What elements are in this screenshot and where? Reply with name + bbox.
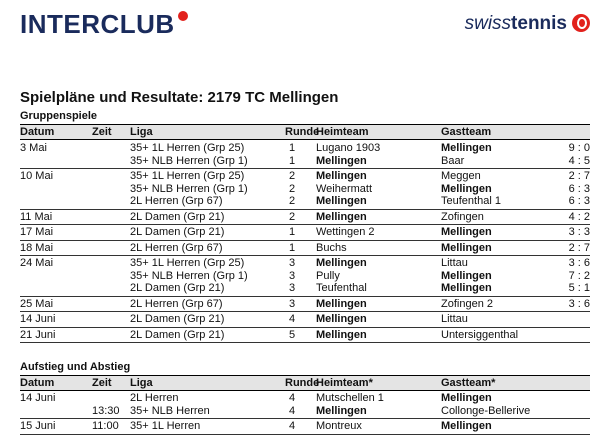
- row-runde: 1: [289, 142, 296, 154]
- row-score: 2 : 7: [568, 170, 590, 182]
- row-runde: 1: [289, 154, 296, 167]
- row-time: 11:00: [92, 420, 119, 432]
- promo-header-bottom-rule: [20, 390, 590, 391]
- col-heimteam: Heimteam*: [316, 377, 373, 389]
- row-liga: 35+ 1L Herren (Grp 25): [130, 170, 245, 182]
- row-home-team: Weihermatt: [316, 182, 373, 195]
- date-group-divider: [20, 327, 590, 328]
- row-score: 4 : 2: [568, 210, 590, 223]
- row-away-team: Mellingen: [441, 282, 492, 294]
- row-runde: 4: [289, 313, 296, 325]
- date-group-divider: [20, 209, 590, 210]
- row-time: 13:30: [92, 404, 120, 417]
- col-datum: Datum: [20, 126, 55, 138]
- row-home-team: Buchs: [316, 241, 347, 254]
- promo-header-top-rule: [20, 375, 590, 376]
- date-group-divider: [20, 168, 590, 169]
- date-group-divider: [20, 311, 590, 312]
- row-date: 17 Mai: [20, 226, 54, 238]
- row-away-team: Meggen: [441, 170, 481, 182]
- interclub-logo: [20, 9, 188, 40]
- row-runde: 1: [289, 241, 296, 254]
- row-away-team: Baar: [441, 154, 465, 167]
- table-bottom-rule: [20, 434, 590, 435]
- col-liga: Liga: [130, 126, 153, 138]
- row-liga: 2L Damen (Grp 21): [130, 328, 225, 341]
- swisstennis-logo: [465, 13, 590, 35]
- row-runde: 3: [289, 297, 296, 310]
- row-liga: 2L Damen (Grp 21): [130, 282, 225, 294]
- section-title-promo: Aufstieg und Abstieg: [20, 361, 131, 373]
- row-liga: 2L Herren (Grp 67): [130, 195, 223, 207]
- row-liga: 2L Damen (Grp 21): [130, 313, 225, 325]
- row-date: 15 Juni: [20, 420, 56, 432]
- row-liga: 35+ 1L Herren: [130, 420, 201, 432]
- row-runde: 3: [289, 257, 296, 269]
- row-date: 14 Juni: [20, 392, 56, 404]
- row-score: 6 : 3: [568, 182, 590, 195]
- table-bottom-rule: [20, 342, 590, 343]
- date-group-divider: [20, 224, 590, 225]
- date-group-divider: [20, 418, 590, 419]
- row-liga: 2L Damen (Grp 21): [130, 226, 225, 238]
- row-home-team: Mellingen: [316, 195, 367, 207]
- row-home-team: Mellingen: [316, 257, 367, 269]
- row-away-team: Mellingen: [441, 226, 492, 238]
- row-date: 24 Mai: [20, 257, 54, 269]
- row-away-team: Mellingen: [441, 142, 492, 154]
- row-away-team: Untersiggenthal: [441, 328, 519, 341]
- group-header-bottom-rule: [20, 139, 590, 140]
- row-score: 3 : 3: [568, 226, 590, 238]
- row-liga: 35+ NLB Herren (Grp 1): [130, 154, 248, 167]
- row-home-team: Mellingen: [316, 154, 367, 167]
- col-runde: Runde: [285, 377, 320, 389]
- row-score: 9 : 0: [568, 142, 590, 154]
- row-score: 6 : 3: [568, 195, 590, 207]
- row-away-team: Mellingen: [441, 182, 492, 195]
- row-away-team: Mellingen: [441, 241, 492, 254]
- tennis-ball-icon: [572, 14, 590, 32]
- row-runde: 2: [289, 195, 296, 207]
- row-home-team: Mellingen: [316, 170, 367, 182]
- swisstennis-logo-part2: tennis: [511, 13, 567, 34]
- row-away-team: Littau: [441, 257, 468, 269]
- date-group-divider: [20, 255, 590, 256]
- row-runde: 4: [289, 392, 296, 404]
- col-runde: Runde: [285, 126, 320, 138]
- row-away-team: Collonge-Bellerive: [441, 404, 531, 417]
- col-gastteam: Gastteam: [441, 126, 492, 138]
- row-runde: 4: [289, 420, 296, 432]
- col-zeit: Zeit: [92, 126, 112, 138]
- row-liga: 35+ 1L Herren (Grp 25): [130, 257, 245, 269]
- row-liga: 35+ NLB Herren: [130, 404, 210, 417]
- row-date: 14 Juni: [20, 313, 56, 325]
- swisstennis-logo-part1: swiss: [464, 13, 512, 34]
- row-home-team: Teufenthal: [316, 282, 367, 294]
- row-home-team: Lugano 1903: [316, 142, 381, 154]
- row-runde: 3: [289, 269, 296, 282]
- row-score: 7 : 2: [568, 269, 590, 282]
- section-title-group: Gruppenspiele: [20, 110, 98, 122]
- row-runde: 3: [289, 282, 296, 294]
- col-datum: Datum: [20, 377, 55, 389]
- row-liga: 2L Damen (Grp 21): [130, 210, 225, 223]
- row-away-team: Mellingen: [441, 392, 492, 404]
- row-home-team: Mellingen: [316, 313, 367, 325]
- interclub-logo-mark-icon: [178, 11, 188, 21]
- row-liga: 35+ NLB Herren (Grp 1): [130, 269, 248, 282]
- group-header-top-rule: [20, 124, 590, 125]
- col-heimteam: Heimteam: [316, 126, 369, 138]
- row-runde: 5: [289, 328, 296, 341]
- row-runde: 1: [289, 226, 296, 238]
- col-gastteam: Gastteam*: [441, 377, 496, 389]
- col-zeit: Zeit: [92, 377, 112, 389]
- row-runde: 4: [289, 404, 296, 417]
- row-home-team: Pully: [316, 269, 340, 282]
- row-runde: 2: [289, 182, 296, 195]
- row-liga: 2L Herren (Grp 67): [130, 297, 223, 310]
- row-date: 21 Juni: [20, 328, 56, 341]
- row-home-team: Mellingen: [316, 328, 367, 341]
- row-home-team: Mutschellen 1: [316, 392, 384, 404]
- row-away-team: Littau: [441, 313, 468, 325]
- row-score: 4 : 5: [568, 154, 590, 167]
- row-date: 10 Mai: [20, 170, 54, 182]
- row-home-team: Mellingen: [316, 210, 367, 223]
- row-score: 3 : 6: [568, 257, 590, 269]
- row-away-team: Mellingen: [441, 420, 492, 432]
- row-home-team: Wettingen 2: [316, 226, 375, 238]
- date-group-divider: [20, 240, 590, 241]
- col-liga: Liga: [130, 377, 153, 389]
- row-liga: 2L Herren: [130, 392, 179, 404]
- row-date: 18 Mai: [20, 241, 54, 254]
- row-away-team: Zofingen: [441, 210, 484, 223]
- row-liga: 35+ 1L Herren (Grp 25): [130, 142, 245, 154]
- row-away-team: Zofingen 2: [441, 297, 493, 310]
- row-date: 25 Mai: [20, 297, 54, 310]
- date-group-divider: [20, 296, 590, 297]
- row-home-team: Mellingen: [316, 404, 367, 417]
- row-score: 2 : 7: [568, 241, 590, 254]
- row-liga: 2L Herren (Grp 67): [130, 241, 223, 254]
- row-score: 3 : 6: [568, 297, 590, 310]
- row-date: 11 Mai: [20, 210, 53, 223]
- row-away-team: Teufenthal 1: [441, 195, 501, 207]
- row-date: 3 Mai: [20, 142, 47, 154]
- row-runde: 2: [289, 210, 296, 223]
- row-score: 5 : 1: [568, 282, 590, 294]
- page-title: Spielpläne und Resultate: 2179 TC Mellingen: [20, 89, 339, 106]
- row-home-team: Mellingen: [316, 297, 367, 310]
- row-liga: 35+ NLB Herren (Grp 1): [130, 182, 248, 195]
- row-away-team: Mellingen: [441, 269, 492, 282]
- row-runde: 2: [289, 170, 296, 182]
- row-home-team: Montreux: [316, 420, 362, 432]
- interclub-logo-text: INTERCLUB: [20, 9, 175, 39]
